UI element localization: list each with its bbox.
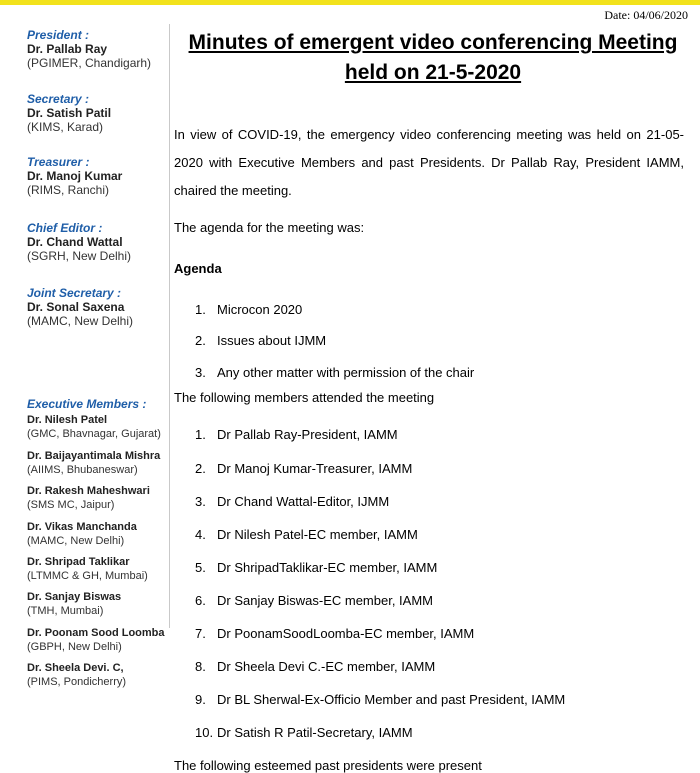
officer-institution: (KIMS, Karad)	[27, 120, 104, 134]
officer-chief-editor	[27, 221, 170, 263]
page-title: Minutes of emergent video conferencing Meeting held on 21-5-2020	[188, 31, 678, 84]
member-institution: (AIIMS, Bhubaneswar)	[27, 464, 138, 476]
officer-role: Treasurer :	[27, 155, 90, 169]
officer-institution: (SGRH, New Delhi)	[27, 249, 132, 263]
officers-sidebar	[0, 24, 170, 688]
member-institution: (MAMC, New Delhi)	[27, 535, 125, 547]
executive-member	[27, 590, 170, 618]
member-name: Dr. Rakesh Maheshwari	[27, 485, 150, 497]
member-institution: (SMS MC, Jaipur)	[27, 499, 115, 511]
member-name: Dr. Sanjay Biswas	[27, 591, 122, 603]
attendee-item: 3. Dr Chand Wattal-Editor, IJMM	[195, 494, 390, 509]
officer-treasurer	[27, 155, 170, 197]
executive-members-heading: Executive Members :	[27, 397, 147, 411]
officer-role: Joint Secretary :	[27, 286, 122, 300]
officer-name: Dr. Manoj Kumar	[27, 169, 123, 183]
officer-joint-secretary	[27, 286, 170, 328]
executive-member	[27, 449, 170, 477]
attendee-item: 1. Dr Pallab Ray-President, IAMM	[195, 427, 398, 442]
executive-member	[27, 484, 170, 512]
attendee-item: 8. Dr Sheela Devi C.-EC member, IAMM	[195, 659, 436, 674]
member-name: Dr. Nilesh Patel	[27, 414, 108, 426]
member-institution: (TMH, Mumbai)	[27, 605, 104, 617]
document-date: Date: 04/06/2020	[604, 8, 688, 22]
member-institution: (PIMS, Pondicherry)	[27, 676, 127, 688]
past-presidents-intro: The following esteemed past presidents were present	[174, 758, 482, 773]
member-institution: (LTMMC & GH, Mumbai)	[27, 570, 148, 582]
officer-institution: (PGIMER, Chandigarh)	[27, 56, 152, 70]
agenda-item: 2. Issues about IJMM	[195, 333, 327, 348]
agenda-item: 1. Microcon 2020	[195, 302, 303, 317]
officer-secretary	[27, 92, 170, 134]
officer-role: Chief Editor :	[27, 221, 103, 235]
officer-institution: (MAMC, New Delhi)	[27, 314, 134, 328]
executive-member	[27, 555, 170, 583]
agenda-heading: Agenda	[174, 261, 222, 276]
officer-name: Dr. Sonal Saxena	[27, 300, 125, 314]
member-name: Dr. Poonam Sood Loomba	[27, 627, 165, 639]
executive-member	[27, 626, 170, 654]
member-name: Dr. Sheela Devi. C,	[27, 662, 124, 674]
intro-paragraph: In view of COVID-19, the emergency video conferencing meeting was held on 21-05-2020 with Executive Members and past Presidents. Dr Pallab Ray, President IAMM, chaired the meeting.	[174, 127, 684, 198]
member-name: Dr. Baijayantimala Mishra	[27, 450, 161, 462]
agenda-item: 3. Any other matter with permission of the chair	[195, 365, 475, 380]
officer-name: Dr. Chand Wattal	[27, 235, 123, 249]
attendee-item: 6. Dr Sanjay Biswas-EC member, IAMM	[195, 593, 433, 608]
attendee-item: 5. Dr ShripadTaklikar-EC member, IAMM	[195, 560, 438, 575]
executive-member	[27, 520, 170, 548]
member-institution: (GBPH, New Delhi)	[27, 641, 122, 653]
attendee-item: 10. Dr Satish R Patil-Secretary, IAMM	[195, 725, 413, 740]
officer-president	[27, 28, 170, 70]
officer-name: Dr. Pallab Ray	[27, 42, 108, 56]
attendee-item: 2. Dr Manoj Kumar-Treasurer, IAMM	[195, 461, 413, 476]
member-name: Dr. Shripad Taklikar	[27, 556, 130, 568]
member-name: Dr. Vikas Manchanda	[27, 521, 137, 533]
member-institution: (GMC, Bhavnagar, Gujarat)	[27, 428, 161, 440]
agenda-intro: The agenda for the meeting was:	[174, 220, 365, 235]
executive-member	[27, 661, 170, 689]
executive-member	[27, 413, 170, 441]
officer-name: Dr. Satish Patil	[27, 106, 112, 120]
officer-institution: (RIMS, Ranchi)	[27, 183, 110, 197]
attendee-item: 9. Dr BL Sherwal-Ex-Officio Member and past President, IAMM	[195, 692, 566, 707]
attendee-item: 7. Dr PoonamSoodLoomba-EC member, IAMM	[195, 626, 475, 641]
officer-role: Secretary :	[27, 92, 90, 106]
attendee-item: 4. Dr Nilesh Patel-EC member, IAMM	[195, 527, 418, 542]
attended-intro: The following members attended the meeting	[174, 390, 435, 405]
officer-role: President :	[27, 28, 90, 42]
minutes-body	[174, 0, 688, 773]
